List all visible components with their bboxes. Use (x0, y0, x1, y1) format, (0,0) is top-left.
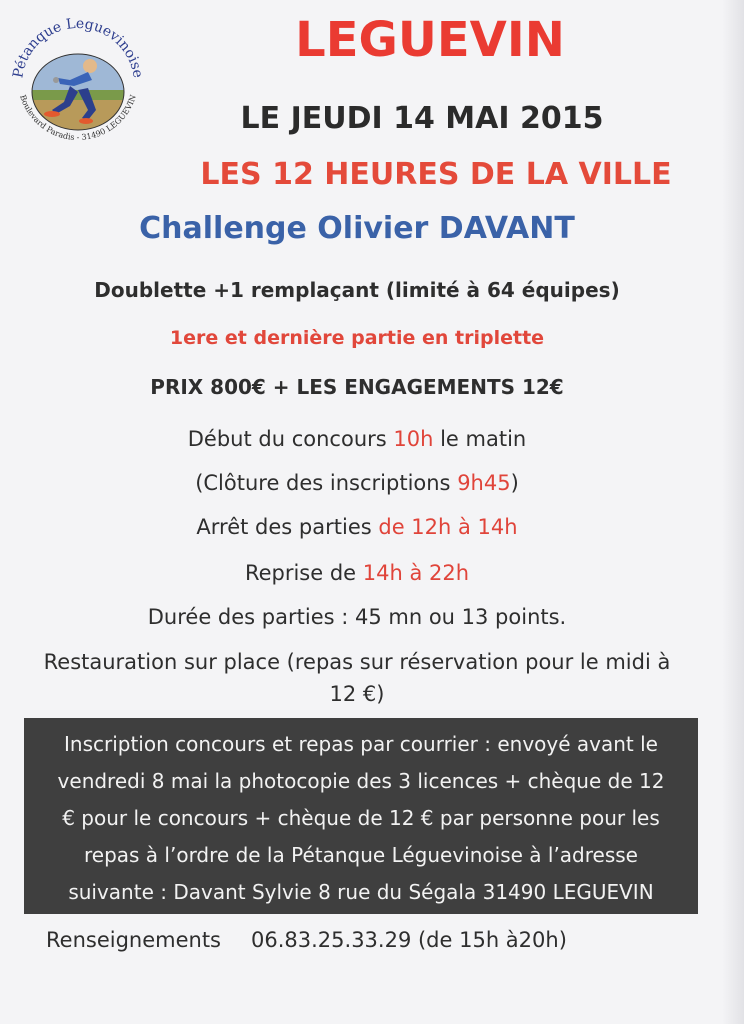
restauration-line-1: Restauration sur place (repas sur réservation pour le midi à (43, 650, 671, 674)
resume-time-line (0, 561, 714, 585)
registration-close-line (0, 471, 714, 495)
inscription-line: repas à l’ordre de la Pétanque Léguevinoise à l’adresse (83, 843, 638, 867)
start-label: Début du concours (187, 427, 394, 451)
inscription-line: Inscription concours et repas par courrier : envoyé avant le (64, 732, 658, 756)
inscription-line: € pour le concours + chèque de 12 € par personne pour les (62, 806, 660, 830)
paper-edge-shadow (722, 0, 744, 1024)
break-time: de 12h à 14h (378, 515, 518, 539)
inscription-box (24, 718, 698, 914)
page-title: LEGUEVIN (295, 12, 565, 68)
game-duration: Durée des parties : 45 mn ou 13 points. (147, 605, 567, 629)
event-name: LES 12 HEURES DE LA VILLE (200, 157, 672, 192)
close-suffix: ) (510, 471, 519, 495)
first-last-game-note: 1ere et dernière partie en triplette (169, 327, 545, 349)
resume-time: 14h à 22h (362, 561, 470, 585)
contact-label: Renseignements (46, 928, 221, 952)
resume-label: Reprise de (244, 561, 363, 585)
restauration-line-2: 12 €) (329, 682, 385, 706)
break-time-line (0, 515, 714, 539)
start-suffix: le matin (433, 427, 527, 451)
start-time-line (0, 427, 714, 451)
challenge-name: Challenge Olivier DAVANT (139, 211, 575, 246)
logo-top-text: Pétanque Leguevinoise (10, 15, 146, 80)
start-time: 10h (393, 427, 434, 451)
close-label: (Clôture des inscriptions (195, 471, 458, 495)
team-format: Doublette +1 remplaçant (limité à 64 équipes) (94, 278, 620, 302)
break-label: Arrêt des parties (196, 515, 379, 539)
event-date: LE JEUDI 14 MAI 2015 (240, 101, 604, 136)
inscription-line: vendredi 8 mai la photocopie des 3 licences + chèque de 12 (57, 769, 665, 793)
close-time: 9h45 (457, 471, 511, 495)
logo-bottom-text: Boulevard Paradis - 31490 LEGUEVIN (18, 93, 138, 143)
prize-info: PRIX 800€ + LES ENGAGEMENTS 12€ (150, 375, 564, 399)
contact-phone: 06.83.25.33.29 (de 15h à20h) (251, 928, 567, 952)
inscription-line: suivante : Davant Sylvie 8 rue du Ségala 31490 LEGUEVIN (68, 880, 654, 904)
contact-info (46, 928, 567, 952)
